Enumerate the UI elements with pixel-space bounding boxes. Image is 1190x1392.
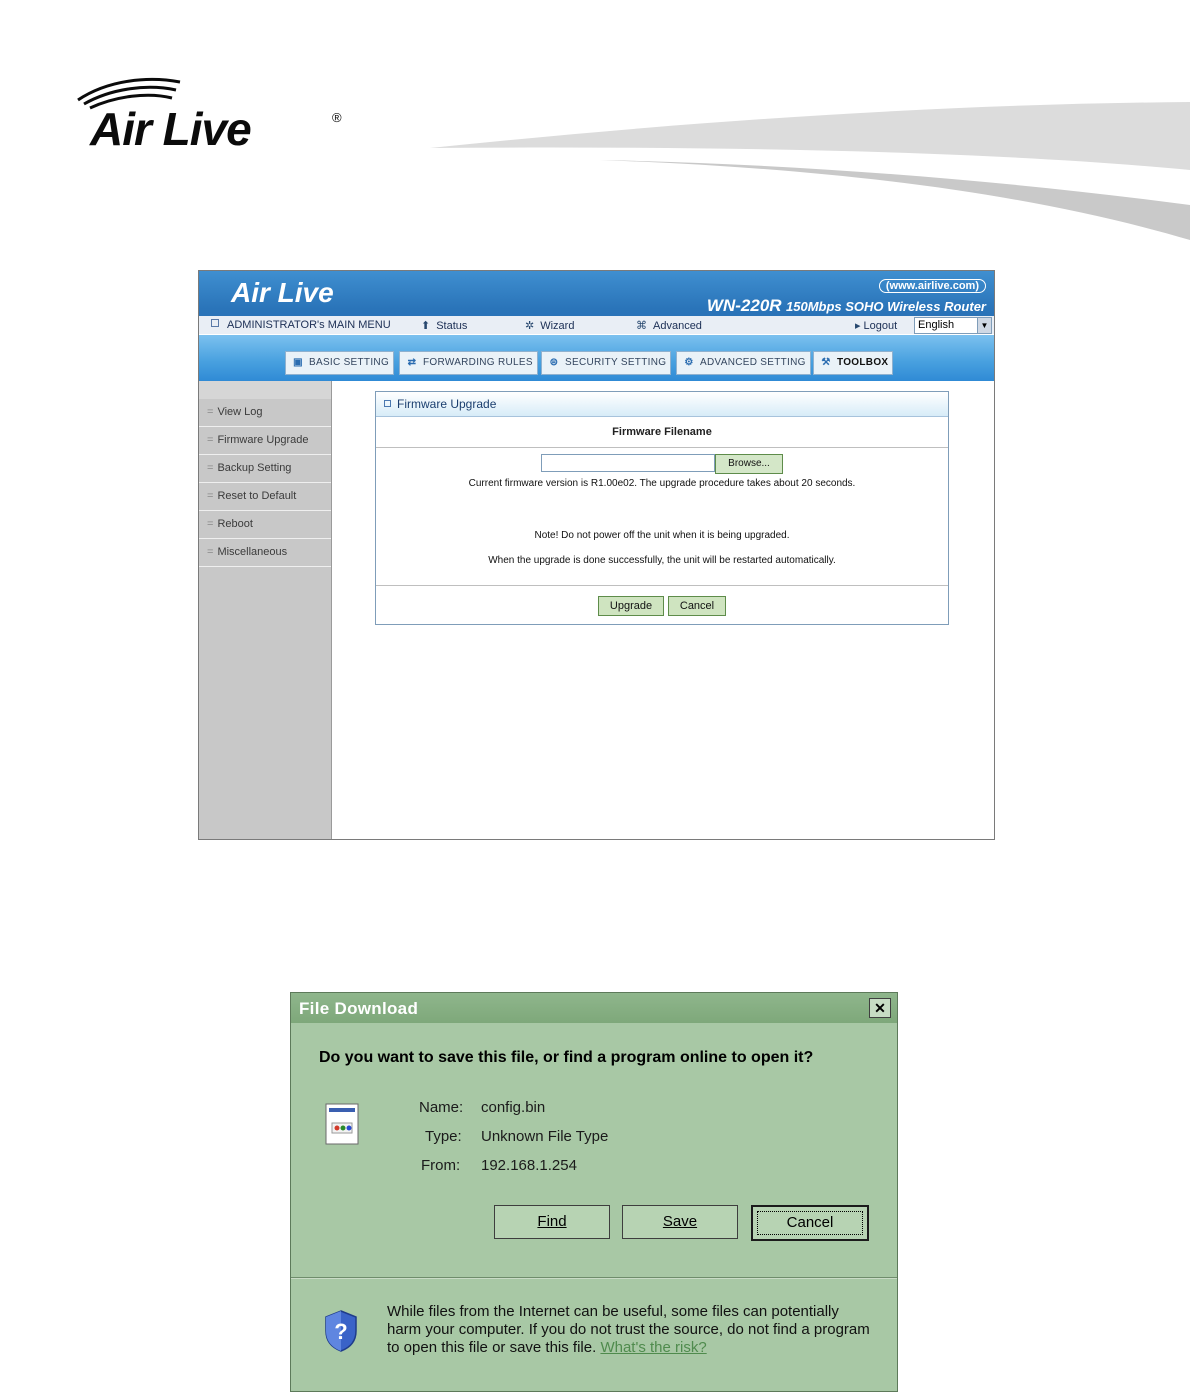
square-icon: [384, 400, 391, 407]
firmware-file-input[interactable]: [541, 454, 715, 472]
router-header: [199, 271, 994, 334]
router-menubar: [199, 316, 994, 334]
sidebar-item-reset-to-default[interactable]: = Reset to Default: [199, 483, 331, 511]
language-select[interactable]: English ▼: [914, 317, 992, 334]
arrow-right-icon: ▸: [855, 320, 861, 332]
dialog-cancel-button[interactable]: Cancel: [751, 1205, 869, 1241]
router-tabs: [199, 335, 994, 381]
logout-link[interactable]: ▸ Logout: [855, 320, 898, 332]
find-button[interactable]: Find: [494, 1205, 610, 1239]
sidebar-item-miscellaneous[interactable]: = Miscellaneous: [199, 539, 331, 567]
square-icon: [211, 319, 219, 327]
tab-security-setting[interactable]: ⊜ SECURITY SETTING: [541, 351, 671, 375]
registered-mark: ®: [332, 110, 342, 125]
sidebar-item-view-log[interactable]: = View Log: [199, 399, 331, 427]
tab-toolbox[interactable]: ⚒ TOOLBOX: [813, 351, 893, 375]
file-row: [376, 448, 948, 476]
type-value: Unknown File Type: [481, 1128, 609, 1145]
firmware-upgrade-panel: [375, 391, 949, 625]
status-link[interactable]: ⬆ Status: [421, 320, 468, 332]
dialog-titlebar: [291, 993, 897, 1023]
advanced-link[interactable]: ⌘ Advanced: [636, 320, 702, 332]
sidebar-item-firmware-upgrade[interactable]: = Firmware Upgrade: [199, 427, 331, 455]
sidebar-item-reboot[interactable]: = Reboot: [199, 511, 331, 539]
shield-icon: [323, 1309, 359, 1353]
svg-text:?: ?: [334, 1319, 348, 1344]
lock-icon: ⊜: [549, 357, 559, 368]
type-label: Type:: [425, 1128, 462, 1145]
arrows-icon: ⇄: [407, 357, 417, 368]
file-icon: [325, 1103, 359, 1145]
airlive-logo: [68, 72, 368, 162]
panel-title: Firmware Upgrade: [376, 392, 948, 417]
router-model: [707, 296, 986, 316]
status-icon: ⬆: [421, 320, 431, 332]
router-admin-window: [198, 270, 995, 840]
model-description: 150Mbps SOHO Wireless Router: [786, 299, 986, 314]
save-button[interactable]: Save: [622, 1205, 738, 1239]
upgrade-button[interactable]: Upgrade: [598, 596, 664, 616]
cancel-button[interactable]: Cancel: [668, 596, 726, 616]
chevron-down-icon: ▼: [977, 318, 991, 333]
security-warning: While files from the Internet can be useful, some files can potentially harm your computer. If you do not trust the source, do not find a program to open this file or save this file. What's the risk?: [387, 1303, 870, 1356]
from-value: 192.168.1.254: [481, 1157, 577, 1174]
sidebar: [199, 381, 332, 839]
wizard-link[interactable]: ✲ Wizard: [525, 320, 575, 332]
router-logo: Air Live: [231, 277, 334, 308]
book-icon: ▣: [293, 357, 303, 368]
close-icon[interactable]: ✕: [869, 998, 891, 1018]
wizard-icon: ✲: [525, 320, 535, 332]
advanced-icon: ⌘: [636, 320, 647, 332]
file-download-dialog: [290, 992, 898, 1392]
dialog-title: File Download: [299, 999, 419, 1018]
main-menu-link[interactable]: ADMINISTRATOR's MAIN MENU: [211, 319, 391, 331]
panel-subheader: Firmware Filename: [376, 417, 948, 448]
tab-forwarding-rules[interactable]: ⇄ FORWARDING RULES: [399, 351, 538, 375]
model-name: WN-220R: [706, 296, 782, 315]
router-url[interactable]: (www.airlive.com): [879, 279, 986, 293]
tab-basic-setting[interactable]: ▣ BASIC SETTING: [285, 351, 394, 375]
name-label: Name:: [419, 1099, 464, 1116]
logo-wordmark: Air Live: [90, 103, 251, 155]
gear-icon: ⚙: [684, 357, 694, 368]
browse-button[interactable]: Browse...: [715, 454, 783, 474]
risk-link[interactable]: What's the risk?: [600, 1339, 707, 1356]
from-label: From:: [421, 1157, 461, 1174]
version-note: Current firmware version is R1.00e02. The upgrade procedure takes about 20 seconds.: [468, 478, 856, 489]
dialog-question: Do you want to save this file, or find a program online to open it?: [319, 1049, 814, 1066]
dialog-separator: [291, 1277, 897, 1279]
name-value: config.bin: [481, 1099, 546, 1116]
sidebar-item-backup-setting[interactable]: = Backup Setting: [199, 455, 331, 483]
tab-advanced-setting[interactable]: ⚙ ADVANCED SETTING: [676, 351, 811, 375]
panel-actions: [376, 585, 948, 625]
power-note: Note! Do not power off the unit when it is being upgraded.: [534, 530, 790, 541]
restart-note: When the upgrade is done successfully, the unit will be restarted automatically.: [488, 555, 836, 566]
toolbox-icon: ⚒: [821, 357, 831, 368]
